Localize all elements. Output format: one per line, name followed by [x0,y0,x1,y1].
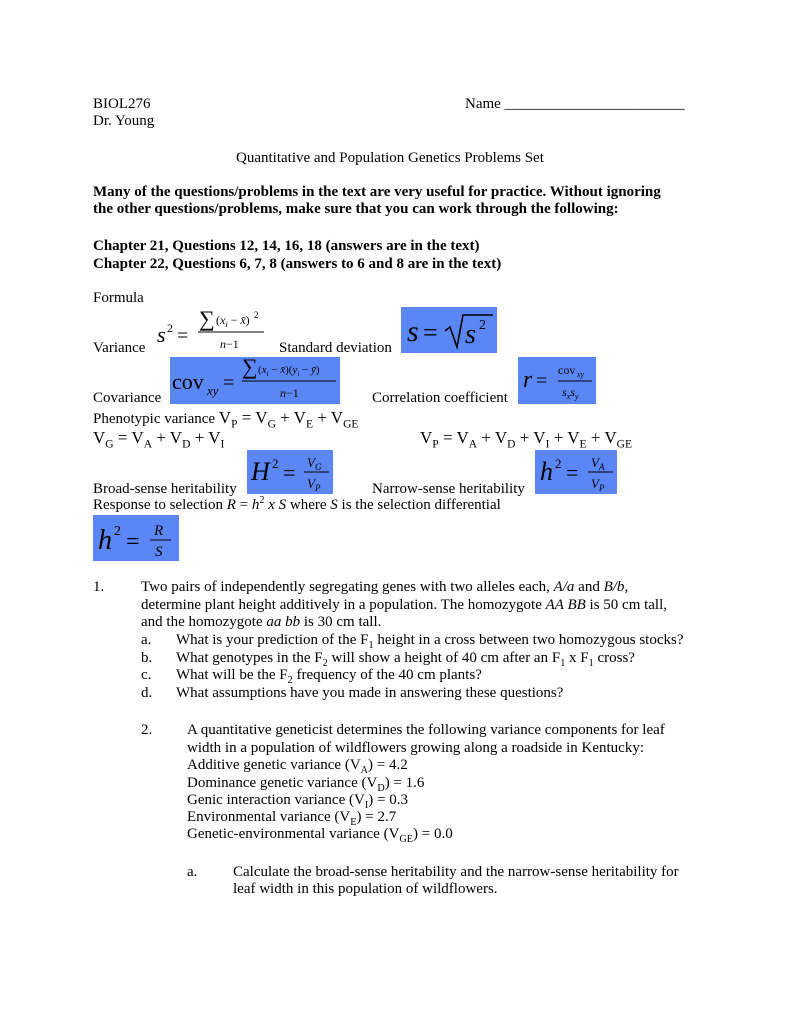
phenotypic-variance-line: Phenotypic variance $V_P = V_G + V_E + V_{GE}$ [93,408,359,431]
problem-1-line-3 [141,614,381,631]
response-to-selection-label: Response to selection [93,497,223,513]
phenotypic-partition-equation: $V_P = V_A + V_D + V_I + V_E + V_{GE}$ [420,428,633,451]
correlation-formula [518,357,596,404]
environmental-variance: Environmental variance $(V_E) = 2.7$ [187,809,397,828]
problem-1-text: is 50 cm tall, [589,597,668,613]
chapter-21-assignment: Chapter 21, Questions 12, 14, 16, 18 (answers are in the text) [93,238,480,254]
document-title: Quantitative and Population Genetics Problems Set [236,150,544,166]
svg-text:∑: ∑ [199,306,215,331]
instructor-name: Dr. Young [93,113,155,129]
question-text: What genotypes in the F [176,650,323,666]
svg-text:R: R [154,523,164,539]
response-to-selection-line: Response to selection $R = h^2$ x S where S is the selection differential [93,495,501,513]
problem-2-number: 2. [141,722,153,738]
problem-1-text: Two pairs of independently segregating genes with two alleles each, [141,579,550,595]
problem-1d-text: What assumptions have you made in answering these questions? [176,685,564,701]
broad-sense-label: Broad-sense heritability [93,481,237,497]
question-text: What will be the F [176,667,288,683]
svg-text:=: = [223,372,235,394]
svg-text:xy: xy [207,383,219,398]
svg-text:2: 2 [167,321,173,335]
problem-1a-label: a. [141,632,152,648]
covariance-formula [170,354,340,404]
gene-a-alleles: A/a [553,579,575,595]
svg-text:2: 2 [479,318,486,333]
problem-1-text: determine plant height additively in a population. The homozygote [141,597,542,613]
svg-text:n−1: n−1 [220,337,239,351]
problem-1-text: and the homozygote [141,614,263,630]
genic-interaction-variance: Genic interaction variance $(V_I) = 0.3$ [187,792,408,811]
problem-1b-label: b. [141,650,153,666]
narrow-sense-formula [535,450,617,494]
svg-text:(xi − x̄): ($x_i$ − x̄) [216,313,250,329]
variance-value: ) = 0.3 [368,792,408,808]
svg-text:2: 2 [114,524,121,539]
problem-2a-line-2: leaf width in this population of wildflowers. [233,881,498,897]
svg-text:VG: $V_G$ [307,455,322,472]
variance-value: ) = 1.6 [384,775,425,791]
svg-text:s: s [157,322,166,347]
svg-text:s: s [465,319,476,350]
svg-text:VA: $V_A$ [591,455,605,472]
formula-heading: Formula [93,290,144,306]
response-formula [93,515,179,561]
svg-text:2: 2 [272,456,279,471]
problem-1-number: 1. [93,579,105,595]
variance-label: Additive genetic variance (V [187,757,361,773]
svg-text:∑: ∑ [242,354,258,379]
svg-text:xy: xy [577,370,585,379]
svg-text:S: S [155,544,163,560]
variance-formula [152,306,267,356]
svg-text:s: s [407,315,419,348]
genetic-environmental-variance: Genetic-environmental variance $(V_{GE}) = 0.0$ [187,826,453,845]
svg-text:sxsy: $s_xs_y$ [562,385,579,401]
variance-label: Dominance genetic variance (V [187,775,378,791]
problem-2-line-2: width in a population of wildflowers growing along a roadside in Kentucky: [187,740,644,756]
svg-text:(xi − x̄)(yi − ȳ): ($x_i$ − $x̄)(y_i$ − ȳ) [258,364,320,378]
svg-text:=: = [283,460,296,485]
problem-1c-text: What will be the $F_2$ frequency of the 40 cm plants? [176,667,482,686]
question-text: will show a height of 40 cm after an F [327,650,561,666]
correlation-label: Correlation coefficient [372,390,508,406]
additive-variance: Additive genetic variance $(V_A) = 4.2$ [187,757,408,776]
narrow-sense-label: Narrow-sense heritability [372,481,525,497]
svg-text:=: = [177,325,189,347]
variance-label: Variance [93,340,146,356]
name-field-label: Name ________________________ [465,96,685,112]
problem-1d-label: d. [141,685,153,701]
problem-2a-label: a. [187,864,198,880]
svg-text:h: h [540,457,553,486]
question-text: What is your prediction of the F [176,632,369,648]
variance-label: Genic interaction variance (V [187,792,365,808]
variance-value: ) = 0.0 [413,826,453,842]
svg-text:n−1: n−1 [280,386,299,400]
problem-1a-text: What is your prediction of the $F_1$ height in a cross between two homozygous stocks? [176,632,684,651]
broad-sense-formula [247,450,333,494]
question-text: frequency of the 40 cm plants? [292,667,482,683]
problem-1-line-1: Two pairs of independently segregating genes with two alleles each, A/a and B/b, [141,579,629,595]
svg-text:cov: cov [558,363,576,377]
standard-deviation-label: Standard deviation [279,340,392,356]
variance-label: Environmental variance (V [187,809,351,825]
question-text: x F [565,650,589,666]
svg-text:=: = [536,370,548,392]
svg-text:r: r [523,367,533,393]
gene-b-alleles: B/b [603,579,625,595]
svg-text:2: 2 [555,456,562,471]
problem-2-line-1: A quantitative geneticist determines the following variance components for leaf [187,722,665,738]
svg-text:=: = [423,318,438,347]
svg-text:cov: cov [172,369,204,394]
phenotypic-variance-label: Phenotypic variance [93,411,216,427]
selection-differential-text: is the selection differential [341,497,501,513]
course-code: BIOL276 [93,96,151,112]
question-text: height in a cross between two homozygous stocks? [373,632,684,648]
variance-value: ) = 2.7 [356,809,397,825]
covariance-label: Covariance [93,390,162,406]
svg-text:H: H [251,457,270,486]
variance-value: ) = 4.2 [368,757,408,773]
intro-line-2: the other questions/problems, make sure that you can work through the following: [93,201,619,217]
question-text: cross? [593,650,635,666]
svg-text:=: = [126,529,140,555]
dominance-variance: Dominance genetic variance $(V_D) = 1.6$ [187,775,425,794]
problem-1-line-2 [141,597,667,614]
svg-text:VP: $V_P$ [591,476,605,493]
genotype-short: aa bb [266,614,301,630]
svg-text:=: = [566,460,579,485]
problem-2a-line-1: Calculate the broad-sense heritability and the narrow-sense heritability for [233,864,679,880]
problem-1-text: is 30 cm tall. [303,614,382,630]
genotype-tall: AA BB [545,597,586,613]
svg-text:2: 2 [254,310,259,320]
intro-line-1: Many of the questions/problems in the text are very useful for practice. Without ignoring [93,184,661,200]
svg-text:h: h [98,525,112,556]
variance-label: Genetic-environmental variance (V [187,826,400,842]
genetic-variance-equation: $V_G = V_A + V_D + V_I$ [93,428,225,451]
chapter-22-assignment: Chapter 22, Questions 6, 7, 8 (answers to 6 and 8 are in the text) [93,256,502,272]
problem-1c-label: c. [141,667,152,683]
conjunction-text: and [578,579,600,595]
standard-deviation-formula [401,307,497,353]
svg-text:VP: $V_P$ [307,476,321,493]
problem-1b-text: What genotypes in the $F_2$ will show a height of 40 cm after an $F_1$ x $F_1$ cross? [176,650,635,669]
